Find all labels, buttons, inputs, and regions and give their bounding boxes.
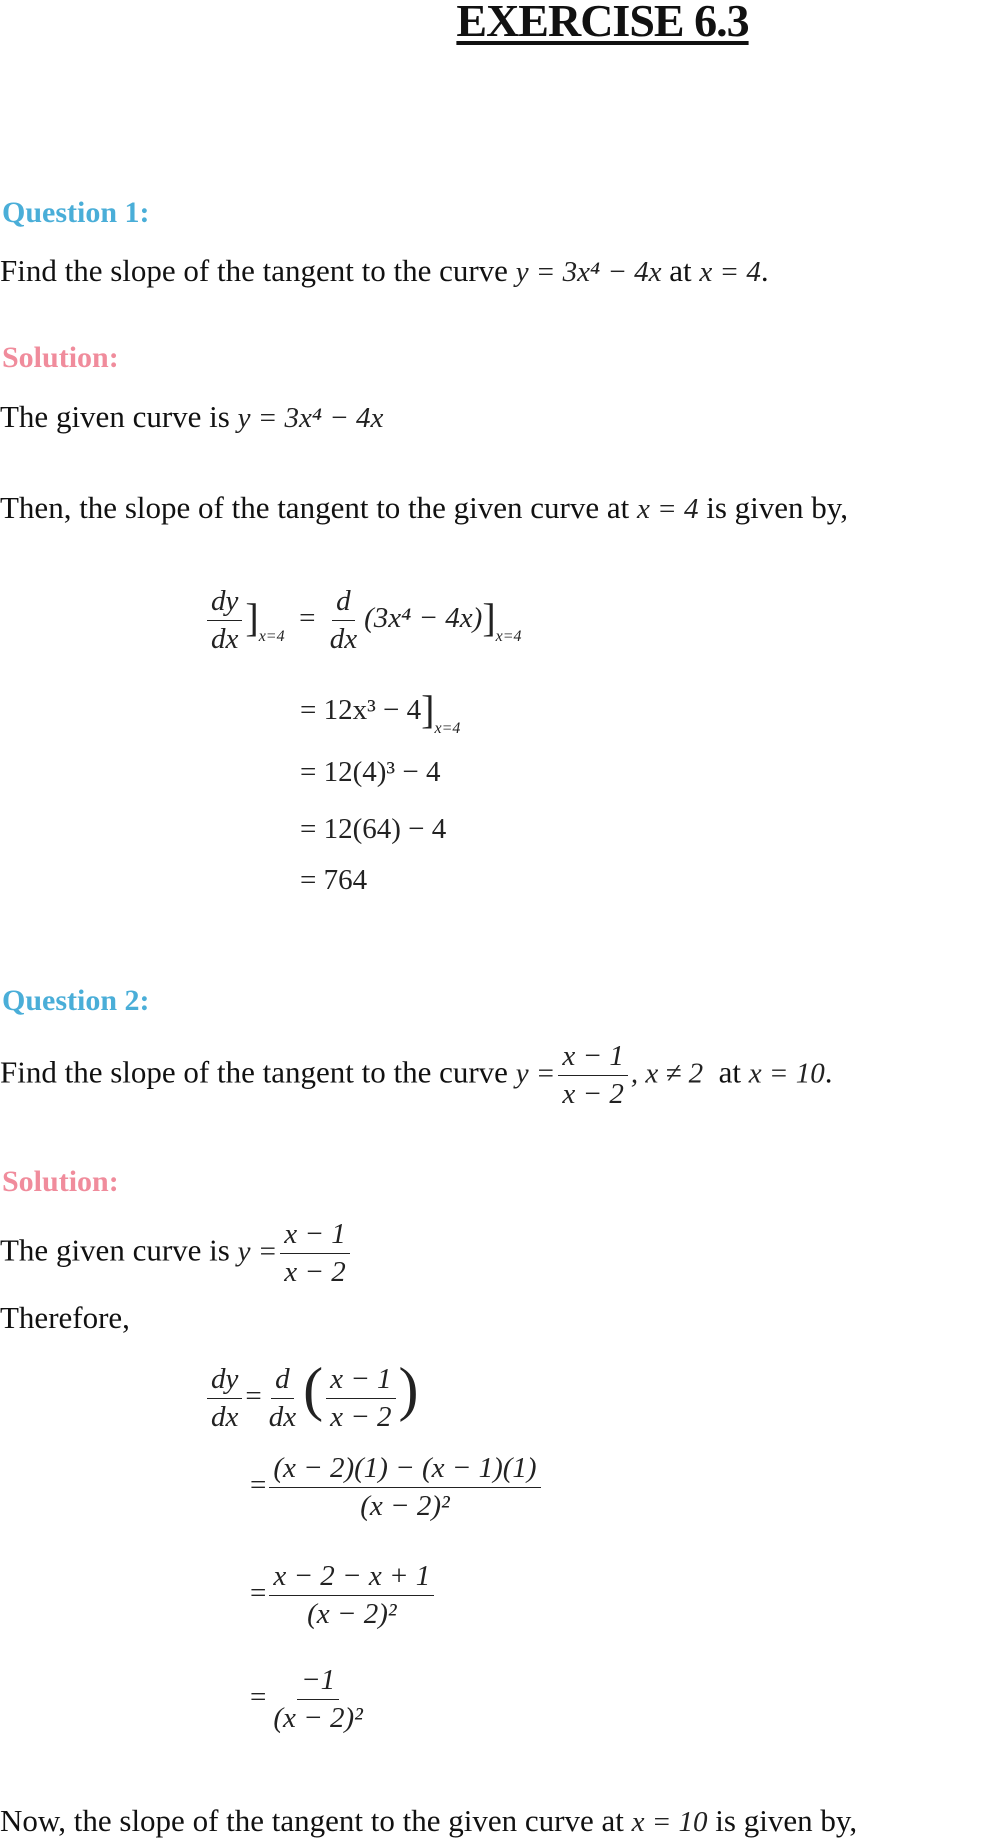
q1-step-derivative: $\frac{dy}{dx}$ ]$_{x=4}$ = $\frac{d}{dx}$ $(3x^4 - 4x)]_{x=4}$ xyxy=(204,585,522,656)
question-2-text: Find the slope of the tangent to the curve y = $\frac{x - 1}{x - 2}$ , x ≠ 2 at x = 10. xyxy=(0,1040,833,1110)
q1-step-1: = $12x^3 - 4]_{x=4}$ xyxy=(300,687,461,737)
equation: y = 3x⁴ − 4x xyxy=(515,256,662,288)
text: at xyxy=(669,253,692,288)
text: is given by, xyxy=(706,490,849,525)
fraction: $\frac{x - 1}{x - 2}$ xyxy=(280,1218,349,1289)
equation: y = 3x⁴ − 4x xyxy=(237,402,384,434)
question-1-label: Question 1: xyxy=(2,196,150,229)
q2-step-1: = $\frac{(x - 2)(1) - (x - 1)(1)}{\text{(x − 2)²}}$ xyxy=(250,1452,544,1523)
text: . xyxy=(760,253,769,288)
equation: x = 4 xyxy=(637,493,699,525)
q1-step-4: = 764 xyxy=(300,864,368,896)
q2-step-3: = $\frac{-1}{\text{(x − 2)²}}$ xyxy=(250,1664,363,1734)
fraction: $\frac{d}{dx}$ xyxy=(329,585,358,655)
question-1-text xyxy=(0,253,769,289)
q2-step-derivative: $\frac{dy}{dx}$ = $\frac{d}{dx}$ ( $\frac{x - 1}{x - 2}$ ) xyxy=(204,1355,419,1434)
solution-1-then xyxy=(0,490,848,526)
question-text: Find the slope of the tangent to the curve xyxy=(0,253,508,288)
therefore-text: Therefore, xyxy=(0,1300,130,1335)
equation: x = 4 xyxy=(699,256,761,288)
page-title: EXERCISE 6.3 xyxy=(456,0,749,46)
question-text: Find the slope of the tangent to the curve xyxy=(0,1054,508,1090)
fraction: $\frac{dy}{dx}$ xyxy=(207,585,242,656)
q1-step-2: = 12(4)³ − 4 xyxy=(300,756,441,788)
solution-2-label: Solution: xyxy=(2,1165,119,1198)
text: The given curve is xyxy=(0,399,230,434)
solution-1-given xyxy=(0,399,383,435)
text: The given curve is xyxy=(0,1232,230,1268)
fraction: $\frac{x - 1}{x - 2}$ xyxy=(558,1040,627,1111)
q2-step-2: = $\frac{x - 2 - x + 1}{\text{(x − 2)²}}$ xyxy=(250,1560,437,1631)
solution-1-label: Solution: xyxy=(2,341,119,374)
solution-2-given: The given curve is y = $\frac{x - 1}{x - 2}$ xyxy=(0,1218,353,1289)
question-2-label: Question 2: xyxy=(2,984,150,1017)
q1-step-3: = 12(64) − 4 xyxy=(300,813,447,845)
text: Then, the slope of the tangent to the given curve at xyxy=(0,490,630,525)
now-text: Now, the slope of the tangent to the given curve at x = 10 is given by, xyxy=(0,1803,858,1838)
